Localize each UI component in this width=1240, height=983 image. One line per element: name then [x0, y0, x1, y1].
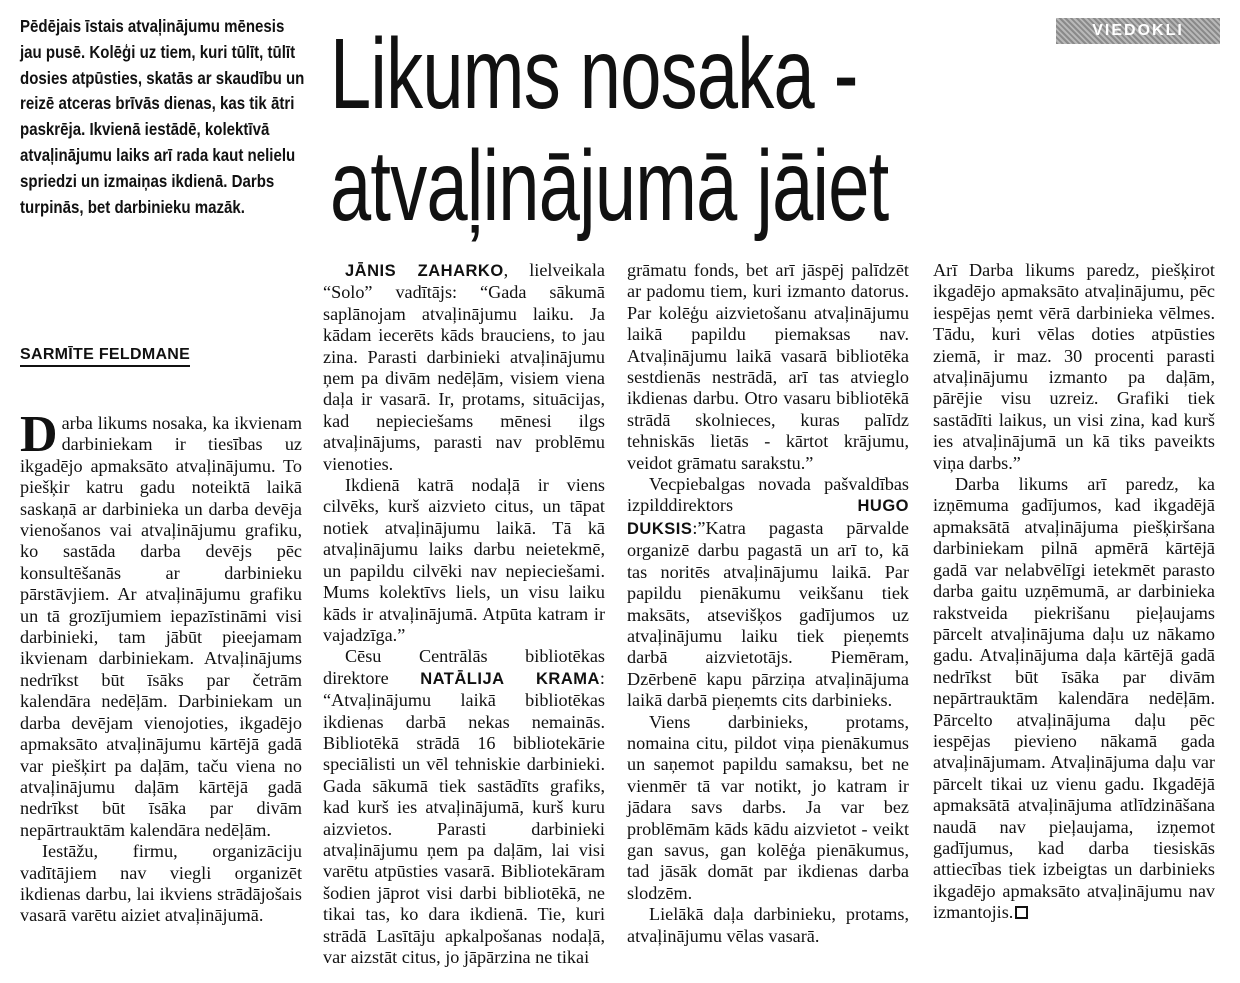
- paragraph: [20, 406, 302, 841]
- paragraph: [323, 260, 605, 475]
- interviewee-name: HUGO DUKSIS: [627, 497, 909, 538]
- paragraph-text: Cēsu Centrālās bibliotēkas direktore: [323, 646, 605, 688]
- paragraph-text: arba likums nosaka, ka ikvienam darbiniekam ir tiesības uz ikgadējo apmaksāto atvaļinājumu. To piešķir katru gadu noteiktā laikā saskaņā ar darbinieka un darba devēja vienošanos vai atvaļinājumu grafiku, ko sastāda darba devējs pēc konsultēšanās ar darbinieku pārstāvjiem. Ar atvaļinājumu grafiku un tā grozījumiem iepazīstināmi visi darbinieki, tam jābūt pieejamam ikvienam darbiniekam. Atvaļinājums nedrīkst būt īsāks par četrām kalendāra nedēļām. Darbiniekam un darba devējam vienojoties, ikgadējo apmaksāto atvaļinājumu kārtējā gadā var piešķirt pa daļām, taču viena no atvaļinājumu daļām kārtējā gadā nedrīkst būt īsāka par divām nepārtrauktām kalendāra nedēļām.: [20, 413, 302, 840]
- paragraph-text: Darba likums arī paredz, ka izņēmuma gadījumos, kad ikgadējā apmaksātā atvaļinājuma piešķiršana darbiniekam pilnā apmērā kārtējā gadā var nelabvēlīgi ietekmēt parasto darba gaitu uzņēmumā, ar darbinieka rakstveida piekrišanu pieļaujams pārcelt atvaļinājuma daļu uz nākamo gadu. Atvaļinājuma daļa kārtējā gadā nedrīkst būt īsāka par divām nepārtrauktām kalendāra nedēļām. Pārcelto atvaļinājuma daļu pēc iespējas pievieno nākamā gada atvaļinājumam. Atvaļinājuma daļu var pārcelt tikai uz vienu gadu. Ikgadējā apmaksātā atvaļinājuma atlīdzināšana naudā nav pieļaujama, izņemot gadījumus, kad darba tiesiskās attiecības tiek izbeigtas un darbinieks ikgadējo apmaksāto atvaļinājumu nav izmantojis.: [933, 474, 1215, 923]
- article-column-1: [20, 406, 302, 927]
- interviewee-name: NATĀLIJA KRAMA: [420, 669, 600, 688]
- paragraph-text: : “Atvaļinājumu laikā bibliotēkas ikdienas darbā nekas nemainās. Bibliotēkā strādā 16 bibliotekārie speciālisti un vēl tehniskie darbinieki. Gada sākumā tiek sastādīts grafiks, kad kurš ies atvaļinājumā, kurš kuru aizvietos. Parasti darbinieki atvaļinājumu ņem pa daļām, lai visi varētu atpūsties vasarā. Bibliotekāram šodien jāprot visi darbi bibliotēkā, ne tikai tas, ko dara ikdienā. Tie, kuri strādā Lasītāju apkalpošanas nodaļā, var aizstāt citus, jo jāpārzina ne tikai: [323, 667, 605, 967]
- paragraph: [627, 474, 909, 711]
- article-column-3: [627, 260, 909, 947]
- paragraph: Iestāžu, firmu, organizāciju vadītājiem nav viegli organizēt ikdienas darbu, lai ikviens strādājošais vasarā varētu aiziet atvaļinājumā.: [20, 841, 302, 926]
- paragraph: Viens darbinieks, protams, nomaina citu, pildot viņa pienākumus un saņemot papildu samaksu, bet ne vienmēr tā var notikt, jo katram ir jādara savs darbs. Ja var bez problēmām kāds kādu aizvietot - veikt gan savus, gan kolēģa pienākumus, tad jāsāk domāt par ikdienas darba slodzēm.: [627, 711, 909, 903]
- headline-line-2: atvaļinājumā jāiet: [330, 130, 889, 242]
- headline-line-1: Likums nosaka -: [330, 18, 858, 130]
- paragraph: grāmatu fonds, bet arī jāspēj palīdzēt ar padomu tiem, kuri izmanto datorus. Par kolēģu aizvietošanu atvaļinājumu laikā papildu piemaksas nav. Atvaļinājumu laikā vasarā bibliotēka sestdienās nestrādā, arī tas atvieglo ikdienas darbu. Otro vasaru bibliotēkā strādā skolnieces, kuras palīdz tehniskās lietās - kārtot krājumu, veidot grāmatu sarakstu.”: [627, 260, 909, 473]
- paragraph: Lielākā daļa darbinieku, protams, atvaļinājumu vēlas vasarā.: [627, 904, 909, 946]
- article-column-4: [933, 260, 1215, 924]
- paragraph-text: :”Katra pagasta pārvalde organizē darbu pagastā un arī to, kā tas noritēs atvaļinājumu laikā. Par papildu pienākumu veikšanu tiek maksāts, atsevišķos gadījumos uz atvaļinājumu laiku tiek pieņemts darbā aizvietotājs. Piemēram, Dzērbenē kapu pārziņa atvaļinājuma laikā darbā pieņemts cits darbinieks.: [627, 517, 909, 711]
- paragraph: [323, 646, 605, 968]
- section-tag: VIEDOKLI: [1056, 18, 1220, 44]
- paragraph: [933, 474, 1215, 924]
- paragraph: Arī Darba likums paredz, piešķirot ikgadējo apmaksāto atvaļinājumu, pēc iespējas ņemt vērā darbinieka vēlmes. Tādu, kuri vēlas doties atpūsties ziemā, ir maz. 30 procenti parasti atvaļinājumu izmanto pa daļām, pārējie visu uzreiz. Grafiki tiek sastādīti laikus, un visi zina, kad kurš ies atvaļinājumā un kā tiks paveikts viņa darbs.”: [933, 260, 1215, 473]
- paragraph: Ikdienā katrā nodaļā ir viens cilvēks, kurš aizvieto citus, un tāpat notiek atvaļinājumu laikā. Tā kā atvaļinājumu laiks darbu neietekmē, un papildu cilvēki nav nepieciešami. Mums kolektīvs liels, un visu laiku kāds ir atvaļinājumā. Atpūta katram ir vajadzīga.”: [323, 475, 605, 645]
- article-column-2: [323, 260, 605, 968]
- paragraph-text: , lielveikala “Solo” vadītājs: “Gada sākumā saplānojam atvaļinājumu laiku. Ja kādam iecerēts kāds brauciens, to jau zina. Parasti darbinieki atvaļinājumu ņem pa divām nedēļām, visiem viena daļa ir vasarā. Ir, protams, situācijas, kad nepieciešams mēnesi ilgs atvaļinājums, parasti nav problēmu vienoties.: [323, 260, 605, 474]
- end-of-article-icon: [1015, 906, 1028, 919]
- interviewee-name: JĀNIS ZAHARKO: [345, 262, 504, 280]
- drop-cap: D: [20, 406, 58, 463]
- article-headline: [330, 18, 1070, 242]
- author-byline: SARMĪTE FELDMANE: [20, 346, 190, 367]
- paragraph-text: Vecpiebalgas novada pašvaldības izpilddirektors: [627, 474, 909, 516]
- article-lede: Pēdējais īstais atvaļinājumu mēnesis jau pusē. Kolēģi uz tiem, kuri tūlīt, tūlīt dosies atpūsties, skatās ar skaudību un reizē atceras brīvās dienas, kas tik ātri paskrēja. Ikvienā iestādē, kolektīvā atvaļinājumu laiks arī rada kaut nelielu spriedzi un izmaiņas ikdienā. Darbs turpinās, bet darbinieku mazāk.: [20, 16, 305, 217]
